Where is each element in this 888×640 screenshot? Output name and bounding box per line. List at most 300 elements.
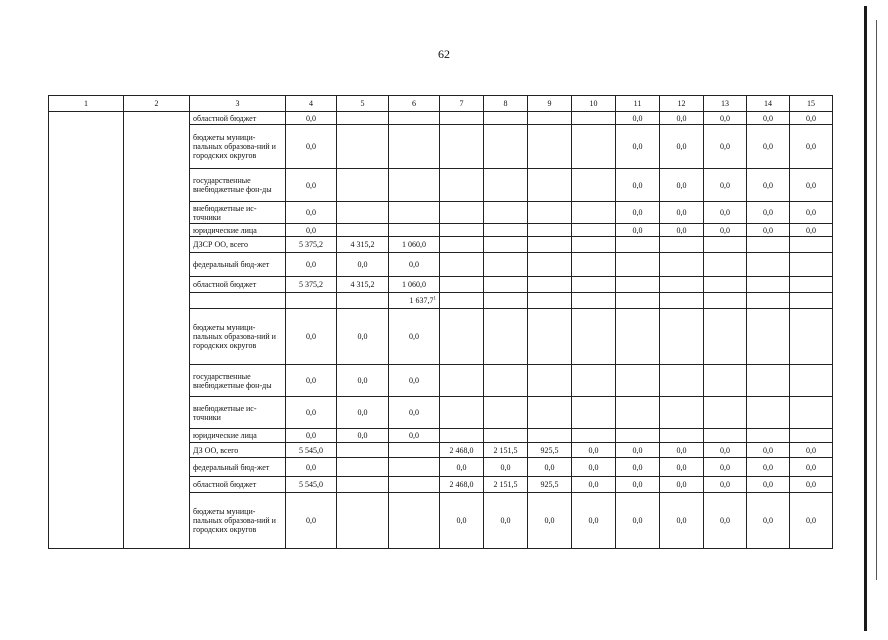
value-cell-col14 xyxy=(747,293,790,309)
cell-value: 0,0 xyxy=(306,516,316,525)
value-cell-col11 xyxy=(616,202,660,224)
scan-edge-line-thin xyxy=(876,20,877,580)
value-cell-col4 xyxy=(286,224,337,237)
value-cell-col12 xyxy=(660,277,704,293)
row-label: федеральный бюд-жет xyxy=(190,253,286,277)
value-cell-col14 xyxy=(747,125,790,169)
cell-value: 0,0 xyxy=(806,225,816,235)
cell-value: 0,0 xyxy=(763,225,773,235)
value-cell-col15 xyxy=(790,458,833,477)
cell-value: 0,0 xyxy=(720,142,730,151)
value-cell-col15 xyxy=(790,493,833,549)
value-cell-col15 xyxy=(790,112,833,125)
value-cell-col5 xyxy=(337,169,389,202)
column-header-1: 1 xyxy=(49,96,124,112)
table-body xyxy=(49,112,833,549)
column-header-11: 11 xyxy=(616,96,660,112)
cell-value: 0,0 xyxy=(632,208,643,217)
column-header-2: 2 xyxy=(124,96,190,112)
value-cell-col6 xyxy=(389,429,440,443)
cell-value: 0,0 xyxy=(500,462,511,472)
value-cell-col10 xyxy=(572,202,616,224)
cell-value: 0,0 xyxy=(806,445,816,455)
value-cell-col5 xyxy=(337,224,389,237)
value-cell-col12 xyxy=(660,237,704,253)
value-cell-col7 xyxy=(440,493,484,549)
value-cell-col5 xyxy=(337,253,389,277)
cell-value: 0,0 xyxy=(806,462,816,472)
value-cell-col14 xyxy=(747,224,790,237)
cell-value: 0,0 xyxy=(357,260,368,269)
cell-value: 5 375,2 xyxy=(299,280,323,289)
value-cell-col9 xyxy=(528,309,572,365)
row-label: областной бюджет xyxy=(190,477,286,493)
value-cell-col6 xyxy=(389,202,440,224)
value-cell-col8 xyxy=(484,309,528,365)
value-cell-col9 xyxy=(528,293,572,309)
value-cell-col14 xyxy=(747,277,790,293)
cell-value: 0,0 xyxy=(306,113,316,123)
value-cell-col7 xyxy=(440,458,484,477)
cell-value: 0,0 xyxy=(306,180,316,190)
value-cell-col7 xyxy=(440,477,484,493)
value-cell-col11 xyxy=(616,293,660,309)
value-cell-col12 xyxy=(660,125,704,169)
cell-value: 0,0 xyxy=(806,516,816,525)
cell-value: 0,0 xyxy=(409,376,419,385)
value-cell-col10 xyxy=(572,443,616,458)
value-cell-col9 xyxy=(528,477,572,493)
value-cell-col8 xyxy=(484,443,528,458)
cell-value: 0,0 xyxy=(306,260,316,269)
value-cell-col12 xyxy=(660,365,704,397)
value-cell-col6 xyxy=(389,458,440,477)
value-cell-col6 xyxy=(389,125,440,169)
cell-value: 0,0 xyxy=(409,332,419,341)
cell-value: 0,0 xyxy=(720,445,730,455)
row-label: юридические лица xyxy=(190,429,286,443)
value-cell-col4 xyxy=(286,237,337,253)
value-cell-col5 xyxy=(337,293,389,309)
value-cell-col6 xyxy=(389,477,440,493)
value-cell-col15 xyxy=(790,293,833,309)
value-cell-col11 xyxy=(616,112,660,125)
value-cell-col9 xyxy=(528,443,572,458)
value-cell-col8 xyxy=(484,224,528,237)
value-cell-col15 xyxy=(790,125,833,169)
value-cell-col5 xyxy=(337,493,389,549)
cell-value: 0,0 xyxy=(632,225,643,235)
row-label xyxy=(190,293,286,309)
value-cell-col10 xyxy=(572,169,616,202)
cell-value: 1 060,0 xyxy=(402,240,426,249)
value-cell-col6 xyxy=(389,365,440,397)
value-cell-col13 xyxy=(704,224,747,237)
cell-value: 0,0 xyxy=(357,431,368,440)
row-label: ДЗСР ОО, всего xyxy=(190,237,286,253)
value-cell-col8 xyxy=(484,477,528,493)
value-cell-col4 xyxy=(286,277,337,293)
value-cell-col8 xyxy=(484,253,528,277)
value-cell-col14 xyxy=(747,397,790,429)
merged-empty-cell xyxy=(49,112,124,549)
value-cell-col5 xyxy=(337,458,389,477)
value-cell-col9 xyxy=(528,277,572,293)
value-cell-col8 xyxy=(484,202,528,224)
value-cell-col13 xyxy=(704,365,747,397)
value-cell-col11 xyxy=(616,169,660,202)
column-header-12: 12 xyxy=(660,96,704,112)
row-label: ДЗ ОО, всего xyxy=(190,443,286,458)
value-cell-col12 xyxy=(660,477,704,493)
value-cell-col11 xyxy=(616,443,660,458)
value-cell-col12 xyxy=(660,253,704,277)
value-cell-col15 xyxy=(790,253,833,277)
value-cell-col5 xyxy=(337,429,389,443)
value-cell-col6 xyxy=(389,224,440,237)
value-cell-col8 xyxy=(484,365,528,397)
column-header-7: 7 xyxy=(440,96,484,112)
value-cell-col13 xyxy=(704,112,747,125)
value-cell-col15 xyxy=(790,277,833,293)
row-label: юридические лица xyxy=(190,224,286,237)
cell-value: 0,0 xyxy=(720,480,730,489)
cell-value: 0,0 xyxy=(632,480,643,489)
value-cell-col7 xyxy=(440,429,484,443)
column-header-4: 4 xyxy=(286,96,337,112)
value-cell-col11 xyxy=(616,224,660,237)
value-cell-col13 xyxy=(704,443,747,458)
value-cell-col12 xyxy=(660,169,704,202)
cell-value: 0,0 xyxy=(588,516,599,525)
merged-empty-cell xyxy=(124,112,190,549)
cell-value: 0,0 xyxy=(676,208,687,217)
cell-value: 0,0 xyxy=(720,225,730,235)
value-cell-col10 xyxy=(572,224,616,237)
value-cell-col13 xyxy=(704,493,747,549)
value-cell-col5 xyxy=(337,443,389,458)
value-cell-col8 xyxy=(484,277,528,293)
column-header-6: 6 xyxy=(389,96,440,112)
cell-value: 0,0 xyxy=(632,142,643,151)
value-cell-col14 xyxy=(747,493,790,549)
value-cell-col15 xyxy=(790,429,833,443)
cell-value: 0,0 xyxy=(632,180,643,190)
cell-value: 4 315,2 xyxy=(350,240,375,249)
cell-value: 0,0 xyxy=(720,113,730,123)
value-cell-col12 xyxy=(660,429,704,443)
value-cell-col4 xyxy=(286,477,337,493)
value-cell-col13 xyxy=(704,458,747,477)
cell-value: 0,0 xyxy=(676,462,687,472)
value-cell-col10 xyxy=(572,125,616,169)
value-cell-col4 xyxy=(286,293,337,309)
value-cell-col9 xyxy=(528,202,572,224)
value-cell-col9 xyxy=(528,429,572,443)
value-cell-col7 xyxy=(440,293,484,309)
cell-value: 0,0 xyxy=(588,480,599,489)
value-cell-col6 xyxy=(389,293,440,309)
value-cell-col11 xyxy=(616,125,660,169)
value-cell-col5 xyxy=(337,277,389,293)
column-header-15: 15 xyxy=(790,96,833,112)
value-cell-col11 xyxy=(616,253,660,277)
value-cell-col4 xyxy=(286,253,337,277)
cell-value: 0,0 xyxy=(456,516,467,525)
cell-value: 0,0 xyxy=(544,462,555,472)
header-row xyxy=(49,96,833,112)
value-cell-col4 xyxy=(286,443,337,458)
cell-value: 5 545,0 xyxy=(299,480,323,489)
page-number: 62 xyxy=(438,47,450,61)
row-label: внебюджетные ис-точники xyxy=(190,397,286,429)
cell-value: 5 375,2 xyxy=(299,240,323,249)
value-cell-col14 xyxy=(747,112,790,125)
cell-value: 0,0 xyxy=(806,208,816,217)
value-cell-col6 xyxy=(389,253,440,277)
value-cell-col12 xyxy=(660,224,704,237)
value-cell-col5 xyxy=(337,237,389,253)
value-cell-col7 xyxy=(440,202,484,224)
value-cell-col4 xyxy=(286,429,337,443)
cell-value: 0,0 xyxy=(409,408,419,417)
value-cell-col10 xyxy=(572,493,616,549)
value-cell-col9 xyxy=(528,458,572,477)
value-cell-col5 xyxy=(337,477,389,493)
value-cell-col10 xyxy=(572,477,616,493)
value-cell-col7 xyxy=(440,309,484,365)
row-label: государственные внебюджетные фон-ды xyxy=(190,169,286,202)
budget-table xyxy=(48,95,833,549)
value-cell-col6 xyxy=(389,397,440,429)
value-cell-col5 xyxy=(337,202,389,224)
value-cell-col10 xyxy=(572,277,616,293)
row-label: бюджеты муници-пальных образова-ний и городских округов xyxy=(190,125,286,169)
cell-value: 0,0 xyxy=(763,113,773,123)
cell-value: 0,0 xyxy=(806,113,816,123)
value-cell-col15 xyxy=(790,224,833,237)
cell-value: 925,5 xyxy=(540,480,559,489)
value-cell-col4 xyxy=(286,365,337,397)
value-cell-col4 xyxy=(286,397,337,429)
cell-value: 2 468,0 xyxy=(449,445,474,455)
cell-value: 0,0 xyxy=(676,516,687,525)
cell-value: 0,0 xyxy=(409,260,419,269)
value-cell-col13 xyxy=(704,429,747,443)
cell-value: 0,0 xyxy=(357,332,368,341)
row-label: бюджеты муници-пальных образова-ний и городских округов xyxy=(190,493,286,549)
value-cell-col6 xyxy=(389,309,440,365)
value-cell-col8 xyxy=(484,493,528,549)
value-cell-col15 xyxy=(790,365,833,397)
cell-value: 0,0 xyxy=(676,113,687,123)
value-cell-col14 xyxy=(747,309,790,365)
cell-value: 0,0 xyxy=(588,445,599,455)
value-cell-col11 xyxy=(616,309,660,365)
column-header-3: 3 xyxy=(190,96,286,112)
value-cell-col6 xyxy=(389,169,440,202)
value-cell-col8 xyxy=(484,429,528,443)
value-cell-col8 xyxy=(484,112,528,125)
cell-value: 0,0 xyxy=(632,113,643,123)
value-cell-col6 xyxy=(389,277,440,293)
value-cell-col13 xyxy=(704,202,747,224)
value-cell-col8 xyxy=(484,237,528,253)
value-cell-col5 xyxy=(337,309,389,365)
cell-value: 0,0 xyxy=(588,462,599,472)
cell-value: 0,0 xyxy=(306,462,316,472)
cell-value: 0,0 xyxy=(806,480,816,489)
cell-value: 0,0 xyxy=(676,480,687,489)
value-cell-col12 xyxy=(660,112,704,125)
value-cell-col13 xyxy=(704,309,747,365)
value-cell-col4 xyxy=(286,309,337,365)
cell-value: 1 637,7 xyxy=(409,296,434,305)
value-cell-col14 xyxy=(747,253,790,277)
value-cell-col10 xyxy=(572,458,616,477)
value-cell-col10 xyxy=(572,397,616,429)
value-cell-col13 xyxy=(704,237,747,253)
cell-value: 0,0 xyxy=(720,180,730,190)
value-cell-col13 xyxy=(704,169,747,202)
cell-value: 2 151,5 xyxy=(493,445,518,455)
value-cell-col4 xyxy=(286,493,337,549)
value-cell-col9 xyxy=(528,169,572,202)
cell-value: 0,0 xyxy=(763,142,773,151)
value-cell-col13 xyxy=(704,477,747,493)
value-cell-col7 xyxy=(440,224,484,237)
value-cell-col8 xyxy=(484,169,528,202)
column-header-9: 9 xyxy=(528,96,572,112)
cell-value: 0,0 xyxy=(632,445,643,455)
cell-value: 0,0 xyxy=(500,516,511,525)
value-cell-col9 xyxy=(528,112,572,125)
cell-value: 0,0 xyxy=(763,480,773,489)
value-cell-col8 xyxy=(484,125,528,169)
value-cell-col13 xyxy=(704,293,747,309)
cell-value: 0,0 xyxy=(806,180,816,190)
value-cell-col12 xyxy=(660,443,704,458)
value-cell-col7 xyxy=(440,237,484,253)
value-cell-col15 xyxy=(790,202,833,224)
value-cell-col15 xyxy=(790,309,833,365)
value-cell-col8 xyxy=(484,458,528,477)
cell-value: 0,0 xyxy=(544,516,555,525)
value-cell-col10 xyxy=(572,309,616,365)
value-cell-col7 xyxy=(440,253,484,277)
value-cell-col7 xyxy=(440,125,484,169)
value-cell-col8 xyxy=(484,397,528,429)
value-cell-col11 xyxy=(616,237,660,253)
column-header-10: 10 xyxy=(572,96,616,112)
value-cell-col11 xyxy=(616,429,660,443)
value-cell-col6 xyxy=(389,493,440,549)
value-cell-col7 xyxy=(440,169,484,202)
cell-value: 0,0 xyxy=(632,462,643,472)
value-cell-col4 xyxy=(286,169,337,202)
value-cell-col15 xyxy=(790,169,833,202)
value-cell-col14 xyxy=(747,169,790,202)
cell-value: 2 468,0 xyxy=(449,480,474,489)
column-header-13: 13 xyxy=(704,96,747,112)
value-cell-col11 xyxy=(616,397,660,429)
value-cell-col9 xyxy=(528,253,572,277)
row-label: бюджеты муници-пальных образова-ний и городских округов xyxy=(190,309,286,365)
scan-edge-line xyxy=(864,6,867,631)
value-cell-col12 xyxy=(660,309,704,365)
cell-value: 4 315,2 xyxy=(350,280,375,289)
value-cell-col9 xyxy=(528,493,572,549)
value-cell-col14 xyxy=(747,458,790,477)
value-cell-col5 xyxy=(337,125,389,169)
value-cell-col12 xyxy=(660,293,704,309)
cell-value: 0,0 xyxy=(306,408,316,417)
value-cell-col7 xyxy=(440,112,484,125)
value-cell-col12 xyxy=(660,397,704,429)
value-cell-col12 xyxy=(660,202,704,224)
value-cell-col10 xyxy=(572,237,616,253)
value-cell-col13 xyxy=(704,253,747,277)
value-cell-col7 xyxy=(440,443,484,458)
value-cell-col9 xyxy=(528,224,572,237)
value-cell-col15 xyxy=(790,237,833,253)
value-cell-col6 xyxy=(389,443,440,458)
cell-value: 0,0 xyxy=(357,408,368,417)
value-cell-col12 xyxy=(660,493,704,549)
value-cell-col4 xyxy=(286,125,337,169)
cell-value: 1 060,0 xyxy=(402,280,426,289)
value-cell-col11 xyxy=(616,493,660,549)
value-cell-col10 xyxy=(572,112,616,125)
cell-value: 0,0 xyxy=(763,462,773,472)
cell-value: 0,0 xyxy=(676,225,687,235)
value-cell-col11 xyxy=(616,458,660,477)
column-header-14: 14 xyxy=(747,96,790,112)
value-cell-col13 xyxy=(704,125,747,169)
value-cell-col14 xyxy=(747,443,790,458)
cell-value: 5 545,0 xyxy=(299,445,323,455)
cell-value: 0,0 xyxy=(456,462,467,472)
value-cell-col7 xyxy=(440,365,484,397)
value-cell-col14 xyxy=(747,365,790,397)
value-cell-col10 xyxy=(572,429,616,443)
value-cell-col8 xyxy=(484,293,528,309)
row-label: федеральный бюд-жет xyxy=(190,458,286,477)
cell-value: 0,0 xyxy=(720,208,730,217)
cell-value: 0,0 xyxy=(632,516,643,525)
value-cell-col11 xyxy=(616,365,660,397)
value-cell-col15 xyxy=(790,443,833,458)
cell-value: 0,0 xyxy=(676,445,687,455)
value-cell-col9 xyxy=(528,237,572,253)
value-cell-col5 xyxy=(337,397,389,429)
table-row xyxy=(49,112,833,125)
cell-value: 0,0 xyxy=(306,142,316,151)
cell-value: 0,0 xyxy=(720,516,730,525)
row-label: областной бюджет xyxy=(190,112,286,125)
cell-value: 0,0 xyxy=(357,376,368,385)
value-cell-col4 xyxy=(286,458,337,477)
value-cell-col15 xyxy=(790,397,833,429)
value-cell-col6 xyxy=(389,237,440,253)
value-cell-col10 xyxy=(572,253,616,277)
cell-value: 0,0 xyxy=(676,142,687,151)
cell-value: 0,0 xyxy=(306,431,316,440)
cell-value: 2 151,5 xyxy=(493,480,518,489)
value-cell-col4 xyxy=(286,202,337,224)
value-cell-col10 xyxy=(572,365,616,397)
cell-value: 0,0 xyxy=(306,225,316,235)
